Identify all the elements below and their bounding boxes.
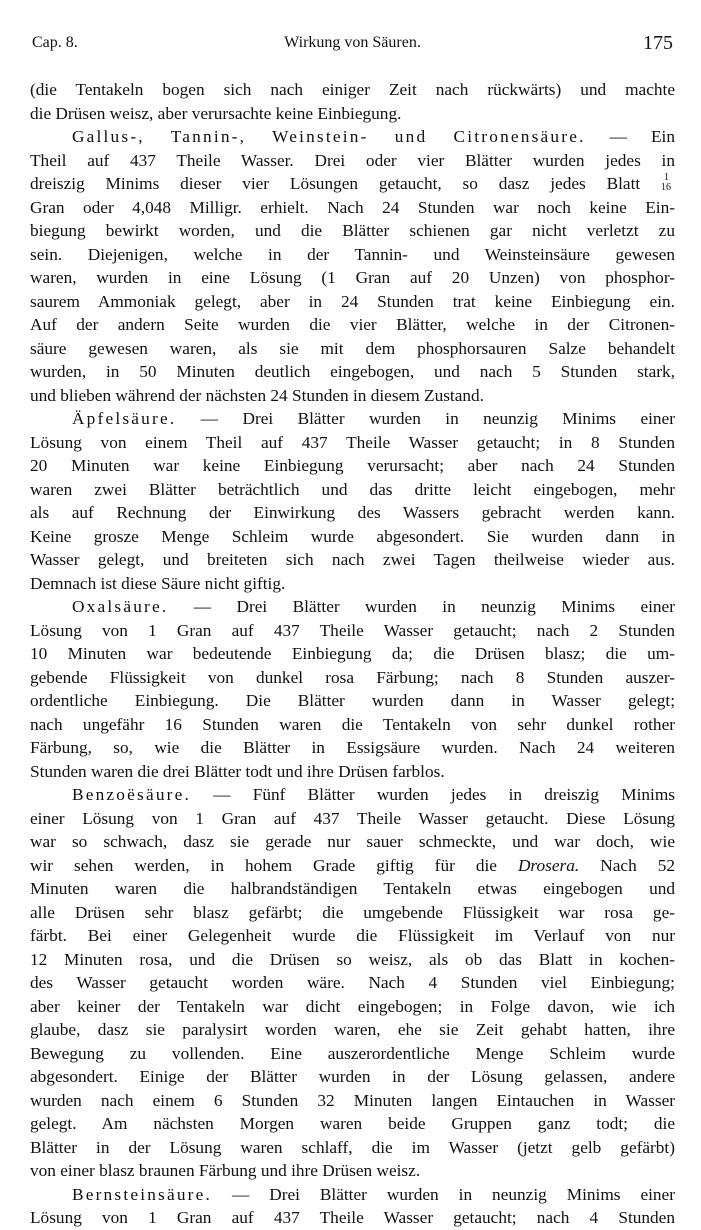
text-line: abgesondert. Einige der Blätter wurden in der Lösung gelassen, andere xyxy=(30,1067,675,1086)
text-line: wir sehen werden, in hohem Grade giftig für die Drosera. Nach 52 xyxy=(30,855,675,875)
page-number: 175 xyxy=(643,32,673,54)
text-line: glaube, dasz sie paralysirt worden waren, ehe sie Zeit gehabt hatten, ihre xyxy=(30,1020,675,1039)
text-line: Färbung, so, wie die Blätter in Essigsäure wurden. Nach 24 weiteren xyxy=(30,738,675,757)
text-line: die Drüsen weisz, aber verursachte keine Einbiegung. xyxy=(30,103,402,123)
text-line: einer Lösung von 1 Gran auf 437 Theile Wasser getaucht. Diese Lösung xyxy=(30,808,675,828)
text-line: saurem Ammoniak gelegt, aber in 24 Stunden trat keine Einbiegung ein. xyxy=(30,291,675,311)
paragraph-start-gallussaeure: Gallus-, Tannin-, Weinstein- und Citronensäure. — Ein xyxy=(72,127,675,146)
text-line: Auf der andern Seite wurden die vier Blätter, welche in der Citronen- xyxy=(30,315,675,334)
text-line: 12 Minuten rosa, und die Drüsen so weisz, als ob das Blatt in kochen- xyxy=(30,949,675,969)
chapter-label: Cap. 8. xyxy=(32,34,78,51)
text-line: als auf Rechnung der Einwirkung des Wassers gebracht werden kann. xyxy=(30,503,675,522)
acid-heading: Oxalsäure. xyxy=(72,597,169,616)
text-line: 10 Minuten war bedeutende Einbiegung da; die Drüsen blasz; die um- xyxy=(30,644,675,663)
acid-heading: Bernsteinsäure. xyxy=(72,1184,213,1204)
book-page xyxy=(30,0,675,1227)
text-line: Lösung von 1 Gran auf 437 Theile Wasser getaucht; nach 4 Stunden xyxy=(30,1208,675,1227)
text-line: Gran oder 4,048 Milligr. erhielt. Nach 24 Stunden war noch keine Ein- xyxy=(30,197,675,217)
text-line: und blieben während der nächsten 24 Stunden in diesem Zustand. xyxy=(30,385,485,405)
text-line: des Wasser getaucht worden wäre. Nach 4 Stunden viel Einbiegung; xyxy=(30,973,675,992)
text-line: dreiszig Minims dieser vier Lösungen getaucht, so dasz jedes Blatt 1 16 xyxy=(30,172,675,196)
text-line: Blätter in der Lösung waren schlaff, die im Wasser (jetzt gelb gefärbt) xyxy=(30,1137,675,1157)
text-line: gelegt. Am nächsten Morgen waren beide Gruppen ganz todt; die xyxy=(30,1114,675,1133)
body-text xyxy=(30,78,675,1230)
text-line: Lösung von einem Theil auf 437 Theile Wasser getaucht; in 8 Stunden xyxy=(30,432,675,452)
text-line: war so schwach, dasz sie gerade nur sauer schmeckte, und war doch, wie xyxy=(30,832,675,851)
text-line: säure gewesen waren, als sie mit dem phosphorsauren Salze behandelt xyxy=(30,338,675,358)
fraction: 1 16 xyxy=(661,172,671,193)
text-line: (die Tentakeln bogen sich nach einiger Zeit nach rückwärts) und machte xyxy=(30,80,675,99)
text-line: Lösung von 1 Gran auf 437 Theile Wasser getaucht; nach 2 Stunden xyxy=(30,620,675,640)
text-line: 20 Minuten war keine Einbiegung verursacht; aber nach 24 Stunden xyxy=(30,456,675,475)
text-line: wurden nach einem 6 Stunden 32 Minuten langen Eintauchen in Wasser xyxy=(30,1090,675,1110)
text-line: Demnach ist diese Säure nicht giftig. xyxy=(30,573,286,593)
text-line: wurden, in 50 Minuten deutlich eingebogen, und nach 5 Stunden stark, xyxy=(30,362,675,381)
acid-heading: Gallus-, Tannin-, Weinstein- und Citronensäure. xyxy=(72,127,586,146)
text-line: von einer blasz braunen Färbung und ihre Drüsen weisz. xyxy=(30,1161,421,1180)
text-line: färbt. Bei einer Gelegenheit wurde die Flüssigkeit im Verlauf von nur xyxy=(30,926,675,945)
paragraph-start-bernsteinsaeure: Bernsteinsäure. — Drei Blätter wurden in neunzig Minims einer xyxy=(72,1184,675,1204)
text-line: gebende Flüssigkeit von dunkel rosa Färbung; nach 8 Stunden auszer- xyxy=(30,667,675,687)
text-line: biegung bewirkt worden, und die Blätter schienen gar nicht verletzt zu xyxy=(30,221,675,240)
paragraph-start-oxalsaeure: Oxalsäure. — Drei Blätter wurden in neunzig Minims einer xyxy=(72,597,675,616)
text-line: waren, wurden in eine Lösung (1 Gran auf 20 Unzen) von phosphor- xyxy=(30,268,675,287)
text-line: Theil auf 437 Theile Wasser. Drei oder vier Blätter wurden jedes in xyxy=(30,150,675,170)
paragraph-start-benzoesaeure: Benzoësäure. — Fünf Blätter wurden jedes in dreiszig Minims xyxy=(72,785,675,804)
text-line: ordentliche Einbiegung. Die Blätter wurden dann in Wasser gelegt; xyxy=(30,691,675,710)
text-line: Minuten waren die halbrandständigen Tentakeln etwas eingebogen und xyxy=(30,879,675,898)
text-line: waren zwei Blätter beträchtlich und das dritte leicht eingebogen, mehr xyxy=(30,479,675,499)
text-line: Keine grosze Menge Schleim wurde abgesondert. Sie wurden dann in xyxy=(30,526,675,546)
paragraph-start-aepfelsaeure: Äpfelsäure. — Drei Blätter wurden in neunzig Minims einer xyxy=(72,409,675,428)
text-line: Bewegung zu vollenden. Eine auszerordentliche Menge Schleim wurde xyxy=(30,1043,675,1063)
text-line: alle Drüsen sehr blasz gefärbt; die umgebende Flüssigkeit war rosa ge- xyxy=(30,902,675,922)
text-line: Stunden waren die drei Blätter todt und ihre Drüsen farblos. xyxy=(30,761,445,781)
genus-name: Drosera. xyxy=(517,855,580,875)
acid-heading: Benzoësäure. xyxy=(72,785,191,804)
text-line: Wasser gelegt, und breiteten sich nach zwei Tagen theilweise wieder aus. xyxy=(30,550,675,569)
acid-heading: Äpfelsäure. xyxy=(72,409,177,428)
text-line: nach ungefähr 16 Stunden waren die Tentakeln von sehr dunkel rother xyxy=(30,714,675,734)
running-header xyxy=(30,32,675,58)
running-title: Wirkung von Säuren. xyxy=(284,34,421,51)
text-line: sein. Diejenigen, welche in der Tannin- und Weinsteinsäure gewesen xyxy=(30,244,675,264)
text-line: aber keiner der Tentakeln war dicht eingebogen; in Folge davon, wie ich xyxy=(30,996,675,1016)
